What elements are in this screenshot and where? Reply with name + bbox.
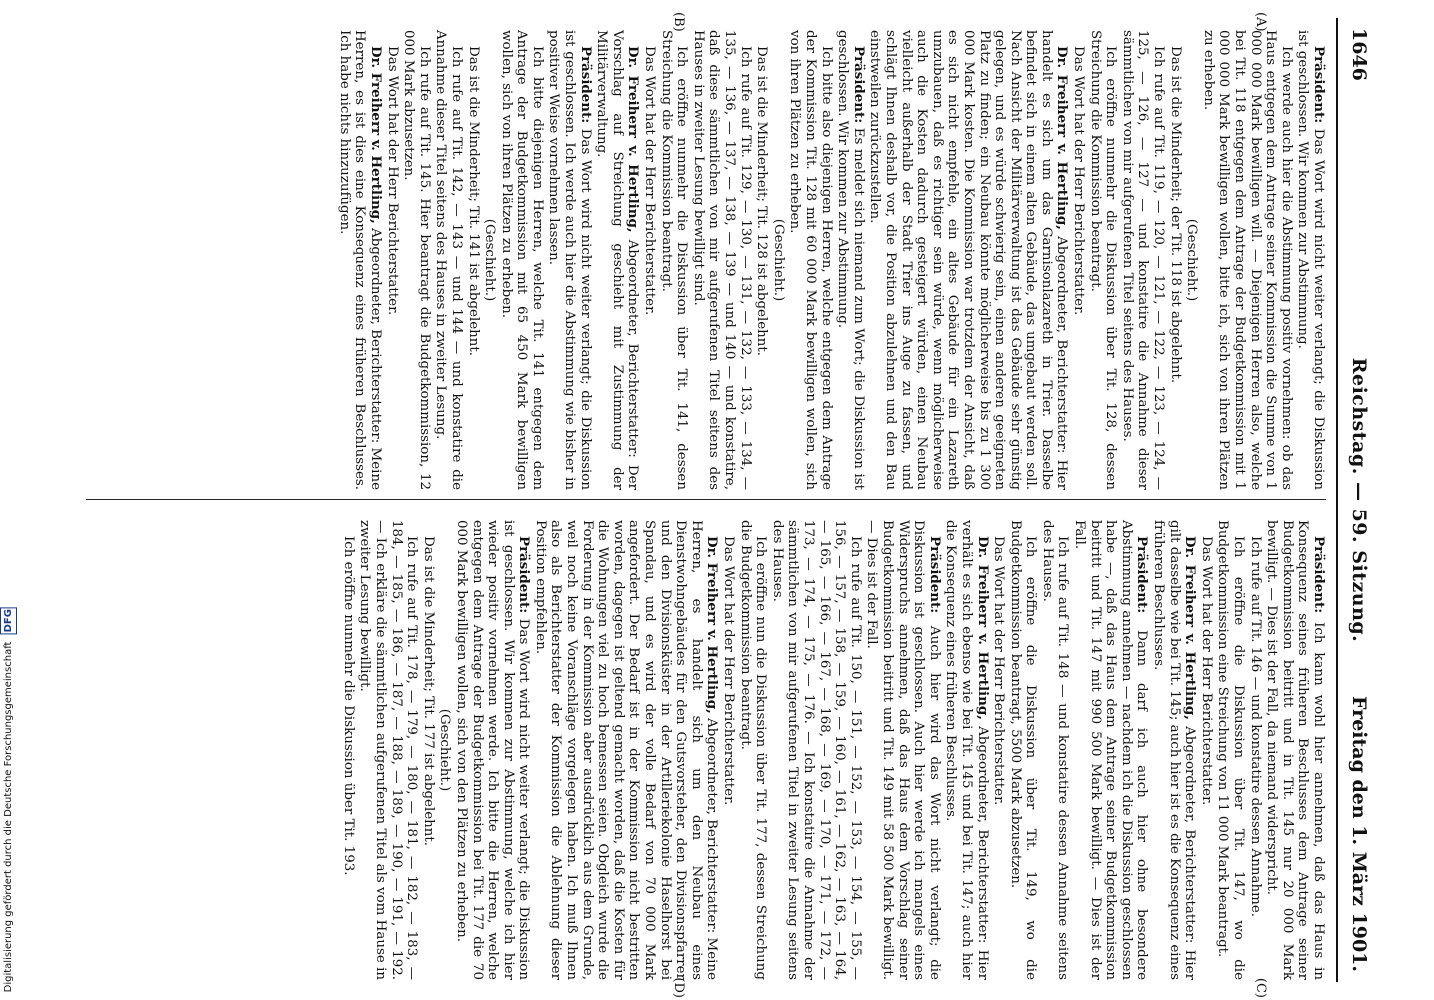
paragraph-text: Ich bitte also diejenigen Herren, welche entgegen dem Antrage der Kommission Tit. 128 mit 60 000 Mark bewilligen wollen, sich von ihren Plätzen zu erheben.	[787, 30, 834, 490]
paragraph-text: Das Wort wird nicht weiter verlangt; die Diskussion ist geschlossen. Wir kommen zur Abstimmung, welche ich hier wieder positiv vornehmen werde. Ich bitte die Herren, welche entgegen dem Antrage der Budgetkommission bei Tit. 177 die 70 000 Mark bewilligen wollen, sich von den Plätzen zu erheben.	[453, 520, 532, 980]
speaker-name: Dr. Freiherr v. Hertling,	[704, 536, 721, 714]
paragraph	[420, 520, 436, 980]
paragraph	[1071, 30, 1087, 490]
paragraph-text: Ich rufe auf Tit. 119, — 120, — 121, — 122, — 123, — 124, — 125, — 126, — 127 — und konstatire die Annahme dieser sämmtlichen von mir aufgerufenen Titel seitens des Hauses.	[1119, 30, 1167, 490]
speaker-name: Präsident:	[1134, 536, 1151, 614]
speaker-name: Präsident:	[577, 46, 594, 124]
paragraph-text: Abgeordneter, Berichterstatter: Hier handelt es sich um das Garnisonlazareth in Trier. Dasselbe befindet sich in einem alten Gebäude, das umgebaut werden soll. Nach Ansicht der Militärverwaltung ist das Gebäude sehr günstig gelegen, und es würde schwierig sein, einen anderen geeigneten Platz zu finden; ein Neubau könnte möglicherweise bis zu 1 300 000 Mark kosten. Die Kommission war trotzdem der Ansicht, daß es sich nicht empfehle, ein altes Gebäude für ein Lazareth umzubauen, daß es richtiger sein würde, wenn möglicherweise auch die Kosten dadurch gesteigert würden, einen Neubau vielleicht außerhalb der Stadt Trier ins Auge zu fassen, und schlägt Ihnen deshalb vor, die Position abzulehnen und den Bau einstweilen zurückzustellen.	[867, 30, 1070, 491]
paragraph	[1295, 30, 1326, 490]
paragraph-text: Ich eröffne nunmehr die Diskussion über Tit. 141, dessen Streichung die Kommission beantragt.	[658, 30, 690, 490]
paragraph-text: Das Wort hat der Herr Berichterstatter.	[1198, 536, 1214, 806]
session-date: Freitag den 1. März 1901.	[1348, 696, 1370, 972]
paragraph-text: (Geschieht.)	[770, 218, 786, 302]
paragraph	[1167, 30, 1183, 490]
document-page	[2, 0, 1382, 1000]
paragraph	[754, 30, 770, 490]
paragraph	[1119, 30, 1166, 490]
speaker-name: Dr. Freiherr v. Hertling,	[1182, 536, 1199, 720]
left-column	[335, 12, 1327, 491]
paragraph	[1215, 520, 1246, 980]
margin-mark-d: (D)	[671, 977, 686, 998]
paragraph	[641, 30, 657, 490]
paragraph-text: Ich rufe auf Tit. 142, — 143 — und 144 — und konstatire die Annahme dieser Titel seitens des Hauses in zweiter Lesung.	[433, 30, 464, 490]
column-divider	[86, 499, 1326, 500]
right-column	[339, 520, 1327, 998]
paragraph	[690, 30, 752, 490]
paragraph-text: Ich eröffne nunmehr die Diskussion über Tit. 193.	[340, 536, 356, 876]
speaker-name: Präsident:	[1311, 46, 1327, 124]
stage-direction	[770, 30, 786, 490]
speaker-name: Dr. Freiherr v. Hertling,	[625, 46, 642, 233]
paragraph-text: (Geschieht.)	[437, 708, 453, 792]
page-number: 1646	[1348, 28, 1370, 81]
paragraph	[769, 520, 863, 980]
speaker-name: Präsident:	[516, 536, 533, 614]
paragraph-text: Das Wort wird nicht weiter verlangt; die Diskussion ist geschlossen. Ich werde auch hier die Abstimmung wie bisher in positiver Weise vornehmen lassen.	[546, 30, 593, 490]
speaker-name: Dr. Freiherr v. Hertling,	[974, 536, 991, 720]
paragraph-text: Ich rufe auf Tit. 150, — 151, — 152, — 153, — 154, — 155, — 156, — 157, — 158, — 159, — 160, — 161, — 162, — 163, — 164, — 165, — 166, — 167, — 168, — 169, — 170, — 171, — 172, — 173, — 174, — 175, — 176. — Ich konstatire die Annahme der sämmtlichen von mir aufgerufenen Titel in zweiter Lesung seitens des Hauses.	[769, 520, 863, 980]
paragraph-text: Das Wort hat der Herr Berichterstatter.	[642, 46, 658, 316]
paragraph-text: Das Wort wird nicht weiter verlangt; die Diskussion ist geschlossen. Wir kommen zur Abstimmung.	[1295, 30, 1326, 490]
paragraph	[336, 30, 383, 490]
stage-direction	[437, 520, 453, 980]
paragraph	[340, 520, 356, 980]
stage-direction	[1184, 30, 1200, 490]
paragraph	[594, 30, 641, 490]
paragraph-text: Ich rufe auf Tit. 145. Hier beantragt die Budgetkommission, 12 000 Mark abzusetzen.	[401, 30, 432, 490]
paragraph	[453, 520, 531, 980]
paragraph	[1247, 520, 1263, 980]
paragraph-text: Ich rufe auf Tit. 178, — 179, — 180, — 181, — 182, — 183, — 184, — 185, — 186, — 187, — 188, — 189, — 190, — 191, — 192. — Ich erkläre die sämmtlichen aufgerufenen Titel als vom Hause in zweiter Lesung bewilligt.	[357, 520, 420, 980]
paragraph-text: Das ist die Minderheit; der Tit. 118 ist abgelehnt.	[1167, 46, 1183, 384]
paragraph-text: Das Wort hat der Herr Berichterstatter.	[384, 46, 400, 316]
paragraph	[658, 30, 689, 490]
paragraph	[401, 30, 432, 490]
margin-mark-a: (A)	[1253, 12, 1268, 32]
paragraph-text: Das Wort hat der Herr Berichterstatter.	[721, 536, 737, 806]
paragraph-text: Ich eröffne die Diskussion über Tit. 147, wo die Budgetkommission eine Streichung von 11 000 Mark beantragt.	[1215, 520, 1247, 980]
paragraph-text: Das ist die Minderheit; Tit. 128 ist abgelehnt.	[754, 46, 770, 357]
paragraph	[787, 30, 834, 490]
paragraph-text: Dann darf ich auch hier ohne besondere Abstimmung annehmen — nachdem ich die Diskussion geschlossen habe —, daß das Haus dem Antrage seiner Budgetkommission beitritt und Tit. 147 mit 990 500 Mark bewilligt. — Dies ist der Fall.	[1072, 520, 1150, 980]
paragraph	[1198, 520, 1214, 980]
paragraph-text: Ich eröffne die Diskussion über Tit. 149, wo die Budgetkommission beantragt, 5500 Mark abzusetzen.	[1007, 520, 1039, 980]
paragraph-text: Ich bitte diejenigen Herren, welche Tit. 141 entgegen dem Antrage der Budgetkommission mit 65 450 Mark bewilligen wollen, sich von ihren Plätzen zu erheben.	[498, 30, 545, 490]
running-title: Reichstag. — 59. Sitzung.	[1348, 357, 1370, 643]
stage-direction	[482, 30, 498, 490]
page-header	[1344, 18, 1372, 982]
paragraph-text: Das Wort hat der Herr Berichterstatter.	[991, 536, 1007, 806]
paragraph-text: (Geschieht.)	[1184, 218, 1200, 302]
speaker-name: Präsident:	[1311, 536, 1327, 614]
paragraph	[737, 520, 768, 980]
paragraph-text: Ich eröffne nunmehr die Diskussion über Tit. 128, dessen Streichung die Kommission beantragt.	[1087, 30, 1119, 490]
paragraph	[1087, 30, 1118, 490]
margin-mark-b: (B)	[671, 12, 686, 32]
paragraph-text: Ich rufe auf Tit. 146 — und konstatire dessen Annahme.	[1247, 536, 1263, 918]
paragraph	[433, 30, 464, 490]
paragraph-text: Ich kann wohl hier annehmen, daß das Haus in Konsequenz seines früheren Beschlusses dem Antrage seiner Budgetkommission beitritt und in Tit. 145 nur 20 000 Mark bewilligt. — Dies ist der Fall, da niemand widerspricht.	[1264, 520, 1326, 980]
paragraph	[1007, 520, 1038, 980]
paragraph	[465, 30, 481, 490]
digitization-note	[0, 607, 17, 992]
paragraph-text: Ich rufe auf Tit. 148 — und konstatire dessen Annahme seitens des Hauses.	[1039, 520, 1071, 980]
speaker-name: Dr. Freiherr v. Hertling,	[367, 46, 384, 224]
speaker-name: Präsident:	[850, 46, 867, 124]
paragraph	[1150, 520, 1197, 980]
paragraph	[867, 30, 1070, 490]
paragraph-text: Abgeordneter, Berichterstatter: Hier verhält es sich ebenso wie bei Tit. 145 und bei Tit. 147; auch hier die Konsequenz eines früheren Beschlusses.	[943, 520, 990, 981]
digitization-note-text: Digitalisierung gefördert durch die Deutsche Forschungsgemeinschaft	[3, 641, 14, 992]
paragraph-text: Abgeordneter, Berichterstatter: Hier gilt dasselbe wie bei Tit. 145; auch hier ist es die Konsequenz eines früheren Beschlusses.	[1151, 520, 1198, 981]
paragraph-text: Ich rufe auf Tit. 129, — 130, — 131, — 132, — 133, — 134, — 135, — 136, — 137, — 138, — 139 — und 140 — und konstatire, daß diese sämmtlichen von mir aufgerufenen Titel seitens des Hauses in zweiter Lesung bewilligt sind.	[690, 30, 753, 490]
paragraph-text: Das Wort hat der Herr Berichterstatter.	[1071, 46, 1087, 316]
paragraph	[532, 520, 719, 980]
dfg-logo: DFG	[0, 607, 17, 634]
paragraph	[835, 30, 866, 490]
paragraph	[384, 30, 400, 490]
paragraph-text: Abgeordneter, Berichterstatter: Meine Herren, es ist dies eine Konsequenz eines früheren Beschlusses. Ich habe nichts hinzuzufügen.	[336, 30, 383, 491]
paragraph	[1264, 520, 1326, 980]
paragraph	[991, 520, 1007, 980]
paragraph-text: (Geschieht.)	[482, 218, 498, 302]
paragraph	[357, 520, 419, 980]
paragraph	[1072, 520, 1150, 980]
paragraph	[498, 30, 545, 490]
paragraph-text: Das ist die Minderheit; Tit. 177 ist abgelehnt.	[420, 536, 436, 847]
speaker-name: Präsident:	[926, 536, 943, 614]
paragraph-text: Auch hier wird das Wort nicht verlangt; die Diskussion ist geschlossen. Auch hier werde ich mangels eines Widerspruchs annehmen, daß das Haus dem Vorschlag seiner Budgetkommission beitritt und Tit. 149 mit 58 500 Mark bewilligt. — Dies ist der Fall.	[864, 520, 942, 980]
paragraph	[546, 30, 593, 490]
paragraph-text: Ich werde auch hier die Abstimmung positiv vornehmen: ob das Haus entgegen dem Antrage seiner Kommission die Summe von 1 000 000 Mark bewilligen will. — Diejenigen Herren also, welche bei Tit. 118 entgegen dem Antrage der Budgetkommission mit 1 000 000 Mark bewilligen wollen, bitte ich, sich von ihren Plätzen zu erheben.	[1200, 30, 1294, 490]
paragraph-text: Das ist die Minderheit; Tit. 141 ist abgelehnt.	[465, 46, 481, 357]
paragraph-text: Abgeordneter, Berichterstatter: Meine Herren, es handelt sich um den Neubau eines Dienstwohngebäudes für den Gutsvorsteher, den Divisionspfarrer und den Divisionsküster in der Artilleriekolonie Haselhorst bei Spandau, und es wird der volle Bedarf von 70 000 Mark angefordert. Der Bedarf ist in der Kommission nicht bestritten worden, dagegen ist geltend gemacht worden, daß die Kosten für die Wohnungen viel zu hoch bemessen seien. Obgleich wurde die Forderung in der Kommission aber ausdrücklich aus dem Grunde, weil noch keine Voranschläge vorgelegen haben. Ich muß Ihnen also als Berichterstatter der Kommission die Ablehnung dieser Position empfehlen.	[532, 520, 720, 981]
paragraph-text: Ich eröffne nun die Diskussion über Tit. 177, dessen Streichung die Budgetkommission beantragt.	[737, 520, 769, 980]
speaker-name: Dr. Freiherr v. Hertling,	[1054, 46, 1071, 230]
paragraph	[1200, 30, 1294, 490]
margin-mark-c: (C)	[1253, 977, 1268, 998]
paragraph-text: Abgeordneter, Berichterstatter: Der Vorschlag auf Streichung geschieht mit Zustimmung der Militärverwaltung.	[594, 30, 641, 490]
paragraph	[943, 520, 990, 980]
header-rule	[1336, 18, 1338, 982]
paragraph	[864, 520, 942, 980]
paragraph	[720, 520, 736, 980]
paragraph	[1039, 520, 1070, 980]
paragraph-text: Es meldet sich niemand zum Wort; die Diskussion ist geschlossen. Wir kommen zur Abstimmung.	[835, 30, 866, 490]
